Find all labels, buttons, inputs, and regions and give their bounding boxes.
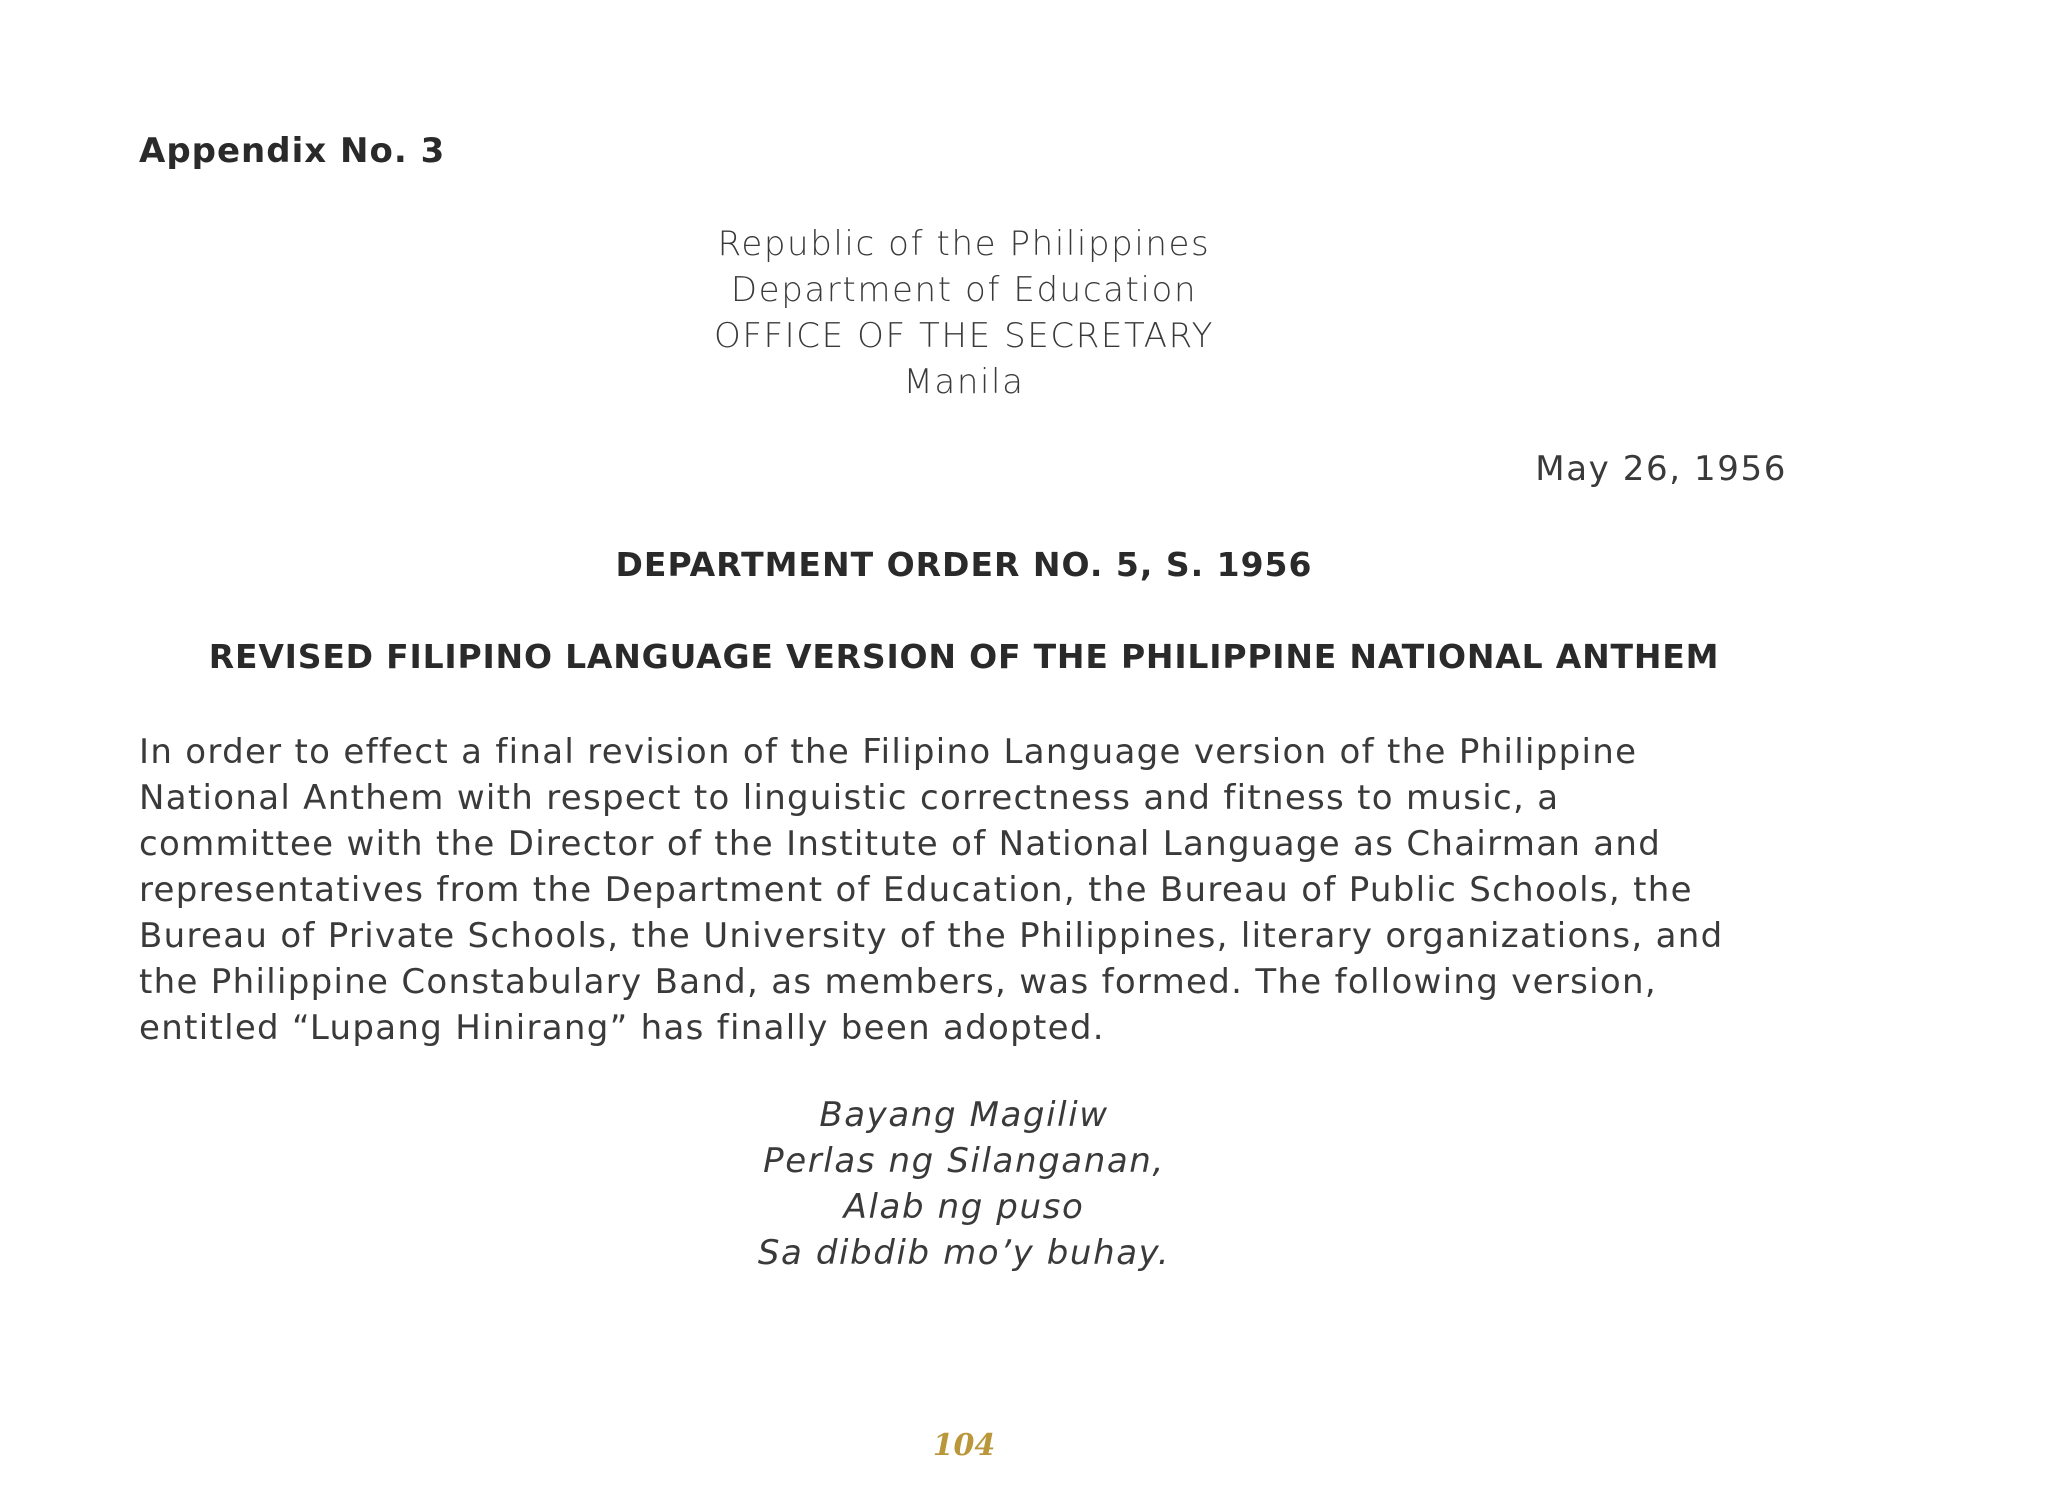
body-paragraph <box>139 729 1799 1051</box>
body-line: National Anthem with respect to linguistic correctness and fitness to music, a <box>139 778 1560 818</box>
appendix-label: Appendix No. 3 <box>139 131 446 171</box>
order-number-heading: DEPARTMENT ORDER NO. 5, S. 1956 <box>615 545 1313 584</box>
document-date: May 26, 1956 <box>1535 449 1787 489</box>
body-line: In order to effect a final revision of the Filipino Language version of the Philippine <box>139 732 1638 772</box>
subject-heading: REVISED FILIPINO LANGUAGE VERSION OF THE PHILIPPINE NATIONAL ANTHEM <box>208 637 1720 676</box>
body-line: Bureau of Private Schools, the University of the Philippines, literary organizations, and <box>139 916 1724 956</box>
letterhead-office: OFFICE OF THE SECRETARY <box>714 316 1214 356</box>
letterhead-department: Department of Education <box>730 270 1198 310</box>
verse-line: Perlas ng Silanganan, <box>763 1141 1165 1181</box>
page-number: 104 <box>932 1428 996 1463</box>
verse-line: Alab ng puso <box>843 1187 1085 1227</box>
letterhead-city: Manila <box>903 362 1025 402</box>
letterhead <box>0 221 1928 405</box>
verse-line: Sa dibdib mo’y buhay. <box>757 1233 1171 1273</box>
letterhead-republic: Republic of the Philippines <box>717 224 1211 264</box>
body-line: representatives from the Department of Education, the Bureau of Public Schools, the <box>139 870 1693 910</box>
verse-line: Bayang Magiliw <box>819 1095 1109 1135</box>
body-line: the Philippine Constabulary Band, as members, was formed. The following version, <box>139 962 1657 1002</box>
body-line: committee with the Director of the Institute of National Language as Chairman and <box>139 824 1662 864</box>
anthem-verse <box>0 1092 1928 1276</box>
body-line: entitled “Lupang Hinirang” has finally been adopted. <box>139 1008 1105 1048</box>
